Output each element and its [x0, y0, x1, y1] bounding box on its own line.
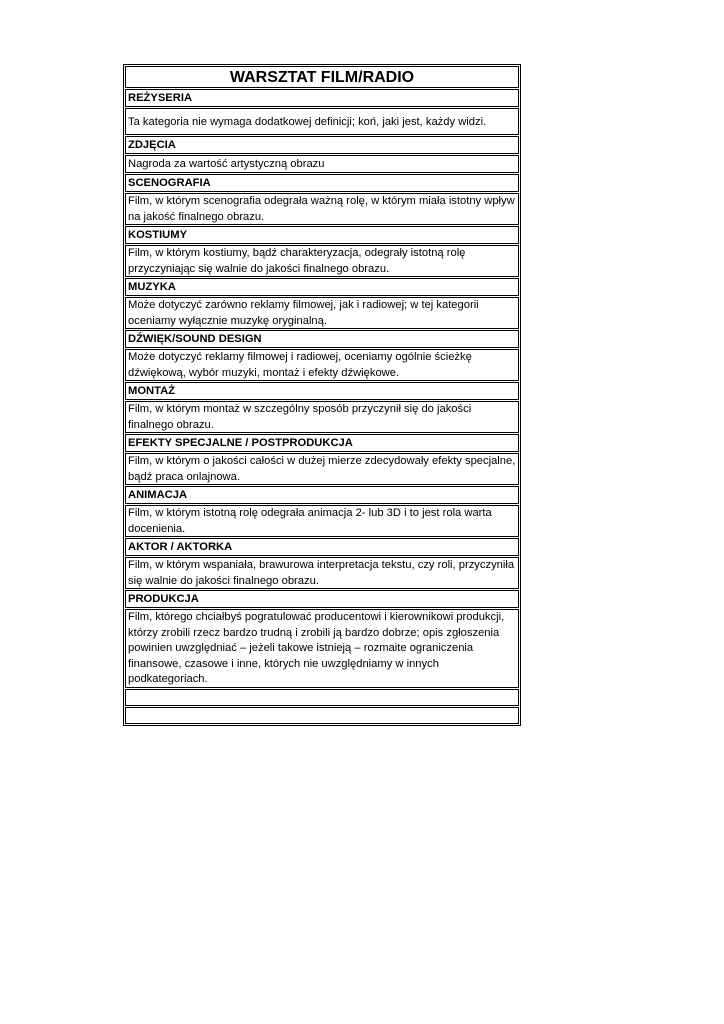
category-name-produkcja: PRODUKCJA [125, 590, 519, 608]
category-name-zdjecia: ZDJĘCIA [125, 136, 519, 154]
category-description-dzwiek: Może dotyczyć reklamy filmowej i radiowej, oceniamy ogólnie ścieżkę dźwiękową, wybór muzyki, montaż i efekty dźwiękowe. [125, 349, 519, 381]
category-name-dzwiek: DŹWIĘK/SOUND DESIGN [125, 330, 519, 348]
categories-table [123, 64, 521, 726]
category-description-rezyseria: Ta kategoria nie wymaga dodatkowej definicji; koń, jaki jest, każdy widzi. [125, 108, 519, 135]
category-description-zdjecia: Nagroda za wartość artystyczną obrazu [125, 155, 519, 173]
category-name-efekty: EFEKTY SPECJALNE / POSTPRODUKCJA [125, 434, 519, 452]
category-name-aktor: AKTOR / AKTORKA [125, 538, 519, 556]
category-description-kostiumy: Film, w którym kostiumy, bądź charakteryzacja, odegrały istotną rolę przyczyniając się walnie do jakości finalnego obrazu. [125, 245, 519, 277]
category-description-aktor: Film, w którym wspaniała, brawurowa interpretacja tekstu, czy roli, przyczyniła się walnie do jakości finalnego obrazu. [125, 557, 519, 589]
category-name-scenografia: SCENOGRAFIA [125, 174, 519, 192]
category-description-muzyka: Może dotyczyć zarówno reklamy filmowej, jak i radiowej; w tej kategorii oceniamy wyłącznie muzykę oryginalną. [125, 297, 519, 329]
category-name-kostiumy: KOSTIUMY [125, 226, 519, 244]
category-name-muzyka: MUZYKA [125, 278, 519, 296]
category-name-animacja: ANIMACJA [125, 486, 519, 504]
category-description-produkcja: Film, którego chciałbyś pogratulować producentowi i kierownikowi produkcji, którzy zrobili rzecz bardzo trudną i zrobili ją bardzo dobrze; opis zgłoszenia powinien uwzględniać – jeżeli takowe istnieją – rozmaite ograniczenia finansowe, czasowe i inne, których nie uwzględniamy w innych podkategoriach. [125, 609, 519, 688]
table-title: WARSZTAT FILM/RADIO [125, 66, 519, 88]
category-description-efekty: Film, w którym o jakości całości w dużej mierze zdecydowały efekty specjalne, bądź praca onlajnowa. [125, 453, 519, 485]
category-name-montaz: MONTAŻ [125, 382, 519, 400]
category-name-rezyseria: REŻYSERIA [125, 89, 519, 107]
category-description-scenografia: Film, w którym scenografia odegrała ważną rolę, w którym miała istotny wpływ na jakość finalnego obrazu. [125, 193, 519, 225]
empty-row [125, 707, 519, 724]
category-description-montaz: Film, w którym montaż w szczególny sposób przyczynił się do jakości finalnego obrazu. [125, 401, 519, 433]
category-description-animacja: Film, w którym istotną rolę odegrała animacja 2- lub 3D i to jest rola warta docenienia. [125, 505, 519, 537]
empty-row [125, 689, 519, 706]
